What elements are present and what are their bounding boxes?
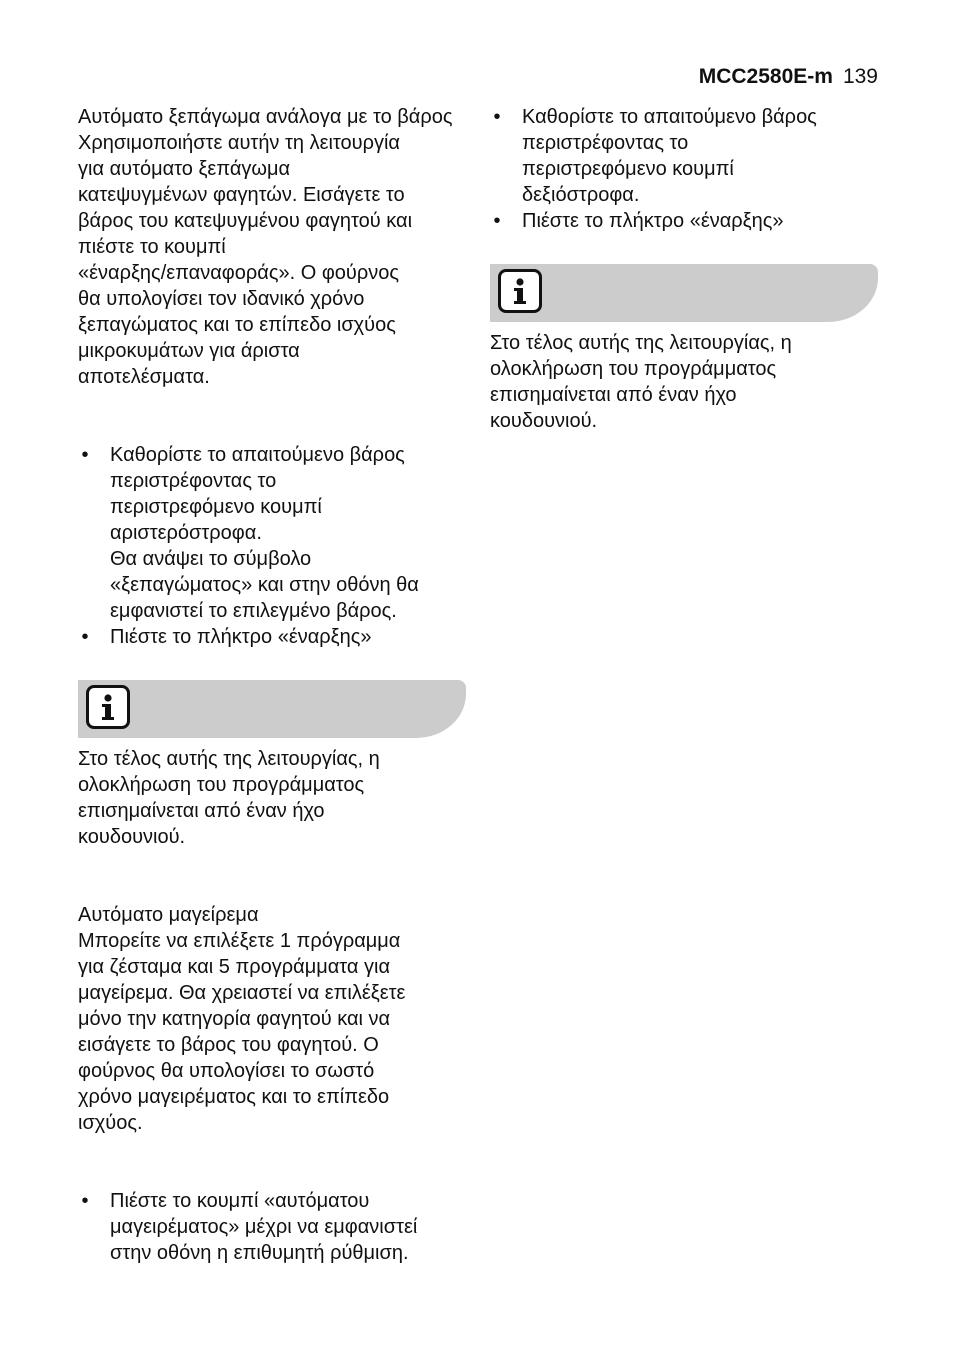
auto-cook-title: Αυτόματο μαγείρεμα: [78, 904, 259, 926]
text-line: Καθορίστε το απαιτούμενο βάρος: [110, 444, 405, 466]
text-line: αριστερόστροφα.: [110, 522, 262, 544]
text-line: Καθορίστε το απαιτούμενο βάρος: [522, 106, 817, 128]
text-line: Μπορείτε να επιλέξετε 1 πρόγραμμα: [78, 930, 401, 952]
text-line: περιστρέφοντας το: [522, 132, 689, 154]
page-header: [699, 64, 878, 90]
text-line: ξεπαγώματος και το επίπεδο ισχύος: [78, 314, 396, 336]
text-line: Χρησιμοποιήστε αυτήν τη λειτουργία: [78, 132, 400, 154]
info-note-bar: [78, 680, 466, 738]
model-name: MCC2580E-m: [698, 65, 833, 88]
text-line: Στο τέλος αυτής της λειτουργίας, η: [78, 748, 380, 770]
defrost-note: [78, 746, 466, 850]
text-line: κατεψυγμένων φαγητών. Εισάγετε το: [78, 184, 405, 206]
text-line: Πιέστε το πλήκτρο «έναρξης»: [110, 626, 372, 648]
text-line: περιστρεφόμενο κουμπί: [522, 158, 734, 180]
bullet-icon: •: [81, 444, 89, 466]
auto-cook-description: [78, 928, 466, 1136]
list-item: [490, 104, 878, 208]
text-line: επισημαίνεται από έναν ήχο: [490, 384, 737, 406]
right-steps: [490, 104, 878, 234]
text-line: χρόνο μαγειρέματος και το επίπεδο: [78, 1086, 390, 1108]
list-item: [78, 1188, 466, 1266]
text-line: ισχύος.: [78, 1112, 143, 1134]
text-line: δεξιόστροφα.: [522, 184, 640, 206]
bullet-icon: •: [81, 1190, 89, 1212]
info-icon: [86, 685, 130, 729]
text-line: κουδουνιού.: [78, 826, 186, 848]
list-item: [490, 208, 878, 234]
text-line: εμφανιστεί το επιλεγμένο βάρος.: [110, 600, 397, 622]
bullet-icon: •: [81, 626, 89, 648]
right-note: [490, 330, 878, 434]
text-line: Πιέστε το κουμπί «αυτόματου: [110, 1190, 370, 1212]
text-line: για ζέσταμα και 5 προγράμματα για: [78, 956, 391, 978]
text-line: πιέστε το κουμπί: [78, 236, 226, 258]
text-line: ολοκλήρωση του προγράμματος: [78, 774, 365, 796]
text-line: φούρνος θα υπολογίσει το σωστό: [78, 1060, 375, 1082]
page-number: 139: [842, 65, 878, 88]
text-line: εισάγετε το βάρος του φαγητού. Ο: [78, 1034, 379, 1056]
bullet-icon: •: [493, 210, 501, 232]
text-line: αποτελέσματα.: [78, 366, 210, 388]
text-line: «ξεπαγώματος» και στην οθόνη θα: [110, 574, 419, 596]
text-line: ολοκλήρωση του προγράμματος: [490, 358, 777, 380]
text-line: βάρος του κατεψυγμένου φαγητού και: [78, 210, 413, 232]
info-icon: [498, 269, 542, 313]
text-line: μόνο την κατηγορία φαγητού και να: [78, 1008, 391, 1030]
info-note-bar: [490, 264, 878, 322]
text-line: Θα ανάψει το σύμβολο: [110, 548, 312, 570]
defrost-title: Αυτόματο ξεπάγωμα ανάλογα με το βάρος: [78, 106, 453, 128]
right-column: [490, 104, 878, 434]
left-column: [78, 104, 466, 1266]
text-line: «έναρξης/επαναφοράς». Ο φούρνος: [78, 262, 399, 284]
list-item: [78, 442, 466, 624]
text-line: για αυτόματο ξεπάγωμα: [78, 158, 291, 180]
text-line: στην οθόνη η επιθυμητή ρύθμιση.: [110, 1242, 409, 1264]
text-line: μαγειρέματος» μέχρι να εμφανιστεί: [110, 1216, 418, 1238]
text-line: περιστρεφόμενο κουμπί: [110, 496, 322, 518]
defrost-description: [78, 130, 466, 390]
text-line: Πιέστε το πλήκτρο «έναρξης»: [522, 210, 784, 232]
text-line: θα υπολογίσει τον ιδανικό χρόνο: [78, 288, 365, 310]
bullet-icon: •: [493, 106, 501, 128]
defrost-steps: [78, 442, 466, 650]
auto-cook-steps: [78, 1188, 466, 1266]
text-line: κουδουνιού.: [490, 410, 598, 432]
text-line: περιστρέφοντας το: [110, 470, 277, 492]
text-line: μικροκυμάτων για άριστα: [78, 340, 300, 362]
text-line: επισημαίνεται από έναν ήχο: [78, 800, 325, 822]
text-line: Στο τέλος αυτής της λειτουργίας, η: [490, 332, 792, 354]
list-item: [78, 624, 466, 650]
text-line: μαγείρεμα. Θα χρειαστεί να επιλέξετε: [78, 982, 406, 1004]
